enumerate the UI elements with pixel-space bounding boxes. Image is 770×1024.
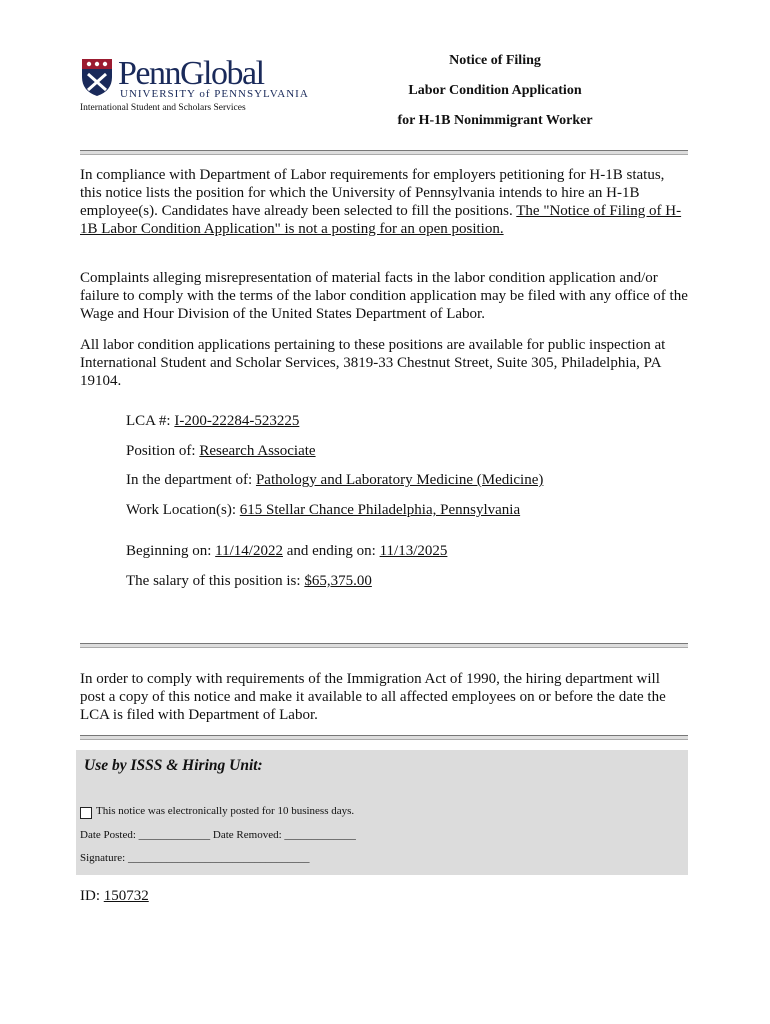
- immigration-act-paragraph: In order to comply with requirements of the Immigration Act of 1990, the hiring department will post a copy of this notice and make it available to all affected employees on or before the date the LCA is filed with Department of Labor.: [80, 671, 666, 723]
- salary-row: [126, 573, 372, 590]
- not-a-posting-notice: The "Notice of Filing of H-1B Labor Condition Application" is not a posting for an open position.: [80, 203, 682, 237]
- isss-hiring-unit-box: [76, 750, 688, 875]
- logo-wordmark: PennGlobal: [118, 55, 264, 92]
- ending-label: and ending on:: [282, 543, 380, 559]
- inspection-paragraph: All labor condition applications pertaining to these positions are available for public inspection at International Student and Scholar Services, 3819-33 Chestnut Street, Suite 305, Philadelphia, PA 19104.: [80, 337, 666, 389]
- university-name: UNIVERSITY of PENNSYLVANIA: [120, 88, 309, 100]
- salary-label: The salary of this position is:: [126, 573, 305, 589]
- divider: [80, 735, 688, 740]
- salary-value: $65,375.00: [304, 573, 372, 589]
- posted-checkbox[interactable]: [80, 807, 92, 819]
- position-value: Research Associate: [199, 443, 316, 459]
- dates-row: [126, 543, 447, 560]
- signature-line: Signature: _________________________________: [80, 852, 310, 864]
- department-label: In the department of:: [126, 472, 256, 488]
- compliance-paragraph: [80, 166, 688, 238]
- penn-global-logo: [80, 55, 309, 117]
- title-line-3: for H-1B Nonimmigrant Worker: [397, 113, 593, 128]
- lca-number: I-200-22284-523225: [174, 413, 300, 429]
- work-location-label: Work Location(s):: [126, 502, 240, 518]
- lca-label: LCA #:: [126, 413, 175, 429]
- posted-checkbox-label: This notice was electronically posted for 10 business days.: [96, 805, 355, 817]
- complaints-paragraph: Complaints alleging misrepresentation of material facts in the labor condition application and/or failure to comply with the terms of the labor condition application may be filed with any office of the Wage and Hour Division of the United States Department of Labor.: [80, 270, 688, 322]
- beginning-label: Beginning on:: [126, 543, 216, 559]
- notice-id: [80, 888, 149, 905]
- divider: [80, 150, 688, 155]
- isss-box-title: Use by ISSS & Hiring Unit:: [84, 757, 263, 774]
- title-line-2: Labor Condition Application: [408, 83, 582, 98]
- position-row: [126, 443, 316, 460]
- title-line-1: Notice of Filing: [449, 53, 541, 68]
- work-location-row: [126, 502, 520, 519]
- department-value: Pathology and Laboratory Medicine (Medicine): [255, 472, 544, 488]
- position-label: Position of:: [126, 443, 200, 459]
- beginning-date: 11/14/2022: [215, 543, 283, 559]
- date-posted-removed-line: Date Posted: _____________ Date Removed: _____________: [80, 829, 356, 841]
- work-location-value: 615 Stellar Chance Philadelphia, Pennsylvania: [239, 502, 521, 518]
- id-label: ID:: [80, 888, 104, 904]
- lca-number-row: [126, 413, 299, 430]
- penn-shield-icon: [80, 57, 114, 97]
- notice-title: [370, 50, 620, 140]
- divider: [80, 643, 688, 648]
- department-name: International Student and Scholars Services: [80, 103, 246, 113]
- department-row: [126, 472, 543, 489]
- id-value: 150732: [103, 888, 149, 904]
- ending-date: 11/13/2025: [379, 543, 448, 559]
- compliance-text: In compliance with Department of Labor requirements for employers petitioning for H-1B status, this notice lists the position for which the University of Pennsylvania intends to hire an H-1B employee(s). Candidates have already been selected to fill the positions.: [80, 167, 665, 219]
